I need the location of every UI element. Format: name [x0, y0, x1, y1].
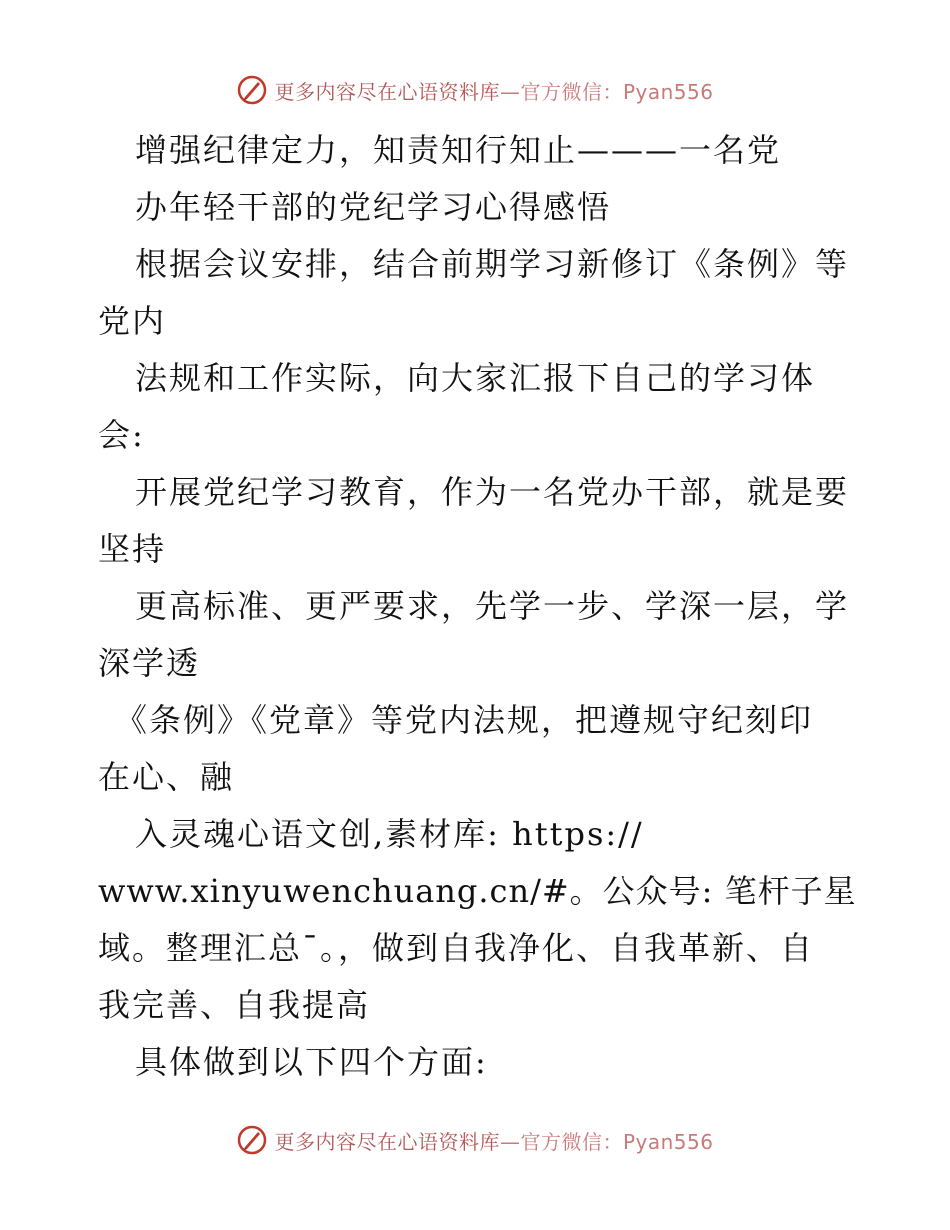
title-line-2: 办年轻干部的党纪学习心得感悟 [135, 188, 612, 226]
watermark-dash: — [499, 1129, 521, 1154]
paragraph-line: 坚持 [98, 530, 167, 568]
paragraph-line: 法规和工作实际，向大家汇报下自己的学习体 [135, 359, 816, 397]
paragraph-line: 在心、融 [98, 758, 235, 796]
paragraph-line: 根据会议安排，结合前期学习新修订《条例》等 [135, 245, 850, 283]
paragraph-line: 更高标准、更严要求，先学一步、学深一层，学 [135, 587, 850, 625]
watermark-wechat: 官方微信：Pyan556 [520, 79, 714, 104]
paragraph-line: 域。整理汇总¯。，做到自我净化、自我革新、自 [98, 929, 815, 967]
header-watermark [0, 70, 950, 110]
paragraph-line: 《条例》《党章》等党内法规，把遵规守纪刻印 [115, 701, 814, 739]
paragraph-line: 入灵魂心语文创,素材库: https:// [135, 815, 644, 853]
watermark-site-name: 更多内容尽在心语资料库 [274, 79, 500, 104]
title-line-1: 增强纪律定力，知责知行知止———一名党 [135, 131, 782, 169]
watermark-site-name: 更多内容尽在心语资料库 [274, 1129, 500, 1154]
paragraph-line: 具体做到以下四个方面: [135, 1043, 488, 1081]
paragraph-line: www.xinyuwenchuang.cn/#。公众号: 笔杆子星 [98, 872, 857, 910]
quill-seal-icon [236, 1124, 268, 1156]
watermark-text [274, 76, 713, 105]
footer-watermark [0, 1120, 950, 1160]
paragraph-line: 我完善、自我提高 [98, 986, 371, 1024]
paragraph-line: 深学透 [98, 644, 201, 682]
watermark-text [274, 1126, 713, 1155]
watermark-wechat: 官方微信：Pyan556 [520, 1129, 714, 1154]
paragraph-line: 开展党纪学习教育，作为一名党办干部，就是要 [135, 473, 850, 511]
paragraph-line: 会: [98, 416, 145, 454]
paragraph-line: 党内 [98, 302, 167, 340]
watermark-dash: — [499, 79, 521, 104]
quill-seal-icon [236, 74, 268, 106]
